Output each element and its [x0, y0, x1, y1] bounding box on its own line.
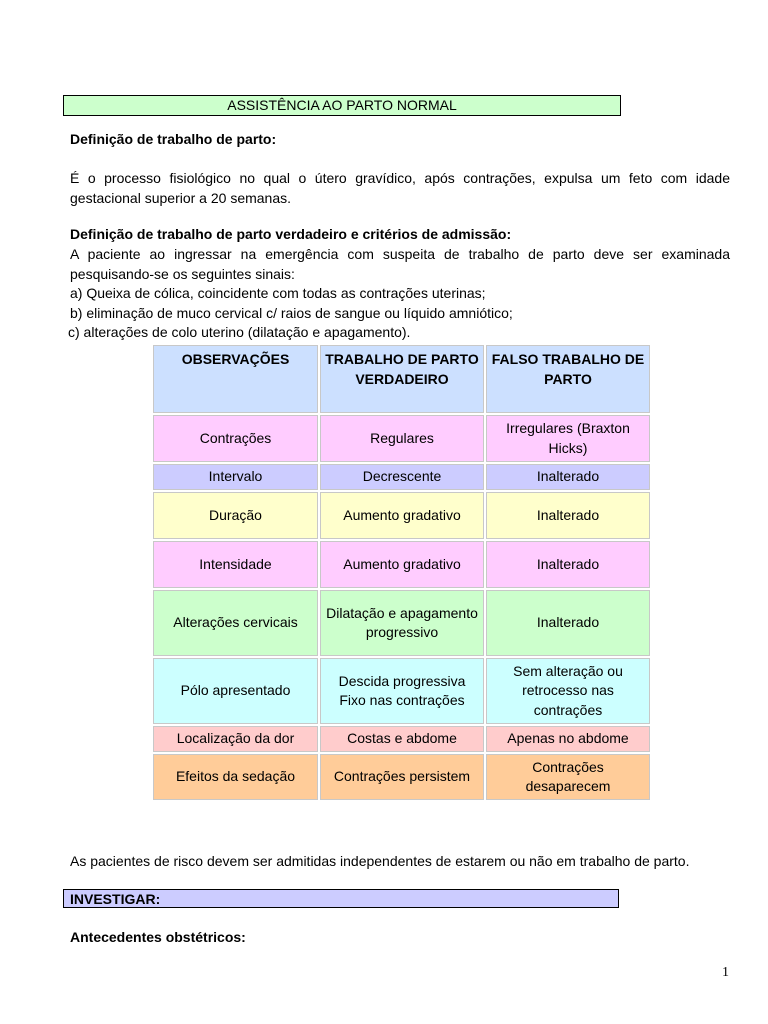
table-cell: Apenas no abdome — [486, 726, 650, 752]
table-row — [153, 754, 650, 800]
table-cell: Inalterado — [486, 590, 650, 656]
table-row — [153, 492, 650, 539]
section2-text: A paciente ao ingressar na emergência com suspeita de trabalho de parto deve ser examinada pesquisando-se os seguintes sinais: — [70, 246, 730, 282]
table-cell: Aumento gradativo — [320, 492, 484, 539]
criteria-item-b: b) eliminação de muco cervical c/ raios de sangue ou líquido amniótico; — [70, 305, 513, 321]
table-row — [153, 726, 650, 752]
header-trabalho-verdadeiro: TRABALHO DE PARTO VERDADEIRO — [320, 345, 484, 413]
document-title: ASSISTÊNCIA AO PARTO NORMAL — [63, 95, 621, 116]
page-number: 1 — [722, 965, 729, 980]
criteria-item-c: c) alterações de colo uterino (dilatação e apagamento). — [68, 324, 411, 340]
risk-note: As pacientes de risco devem ser admitidas independentes de estarem ou não em trabalho de parto. — [70, 853, 690, 869]
table-cell: Efeitos da sedação — [153, 754, 318, 800]
table-cell: Pólo apresentado — [153, 658, 318, 724]
table-cell: Alterações cervicais — [153, 590, 318, 656]
table-cell: Inalterado — [486, 541, 650, 588]
table-cell: Contrações — [153, 415, 318, 462]
investigar-heading: INVESTIGAR: — [63, 889, 619, 908]
section1-heading: Definição de trabalho de parto: — [70, 131, 277, 147]
table-row — [153, 658, 650, 724]
table-cell: Inalterado — [486, 492, 650, 539]
table-cell: Contrações persistem — [320, 754, 484, 800]
table-row — [153, 541, 650, 588]
table-row — [153, 464, 650, 490]
table-cell: Contrações desaparecem — [486, 754, 650, 800]
table-cell: Inalterado — [486, 464, 650, 490]
table-cell: Intensidade — [153, 541, 318, 588]
table-cell: Aumento gradativo — [320, 541, 484, 588]
table-cell: Costas e abdome — [320, 726, 484, 752]
antecedentes-heading: Antecedentes obstétricos: — [70, 929, 246, 945]
header-falso-trabalho: FALSO TRABALHO DE PARTO — [486, 345, 650, 413]
table-header-row — [153, 345, 650, 413]
table-cell: Duração — [153, 492, 318, 539]
table-cell: Localização da dor — [153, 726, 318, 752]
table-cell: Descida progressiva Fixo nas contrações — [320, 658, 484, 724]
table-cell: Decrescente — [320, 464, 484, 490]
table-row — [153, 590, 650, 656]
table-cell: Sem alteração ou retrocesso nas contrações — [486, 658, 650, 724]
header-observacoes: OBSERVAÇÕES — [153, 345, 318, 413]
table-cell: Irregulares (Braxton Hicks) — [486, 415, 650, 462]
observations-table — [151, 343, 652, 802]
table-cell: Intervalo — [153, 464, 318, 490]
criteria-item-a: a) Queixa de cólica, coincidente com todas as contrações uterinas; — [70, 285, 486, 301]
section2-heading: Definição de trabalho de parto verdadeiro e critérios de admissão: — [70, 226, 512, 242]
table-cell: Dilatação e apagamento progressivo — [320, 590, 484, 656]
table-cell: Regulares — [320, 415, 484, 462]
section1-text: É o processo fisiológico no qual o útero gravídico, após contrações, expulsa um feto com idade gestacional superior a 20 semanas. — [70, 170, 730, 206]
table-row — [153, 415, 650, 462]
